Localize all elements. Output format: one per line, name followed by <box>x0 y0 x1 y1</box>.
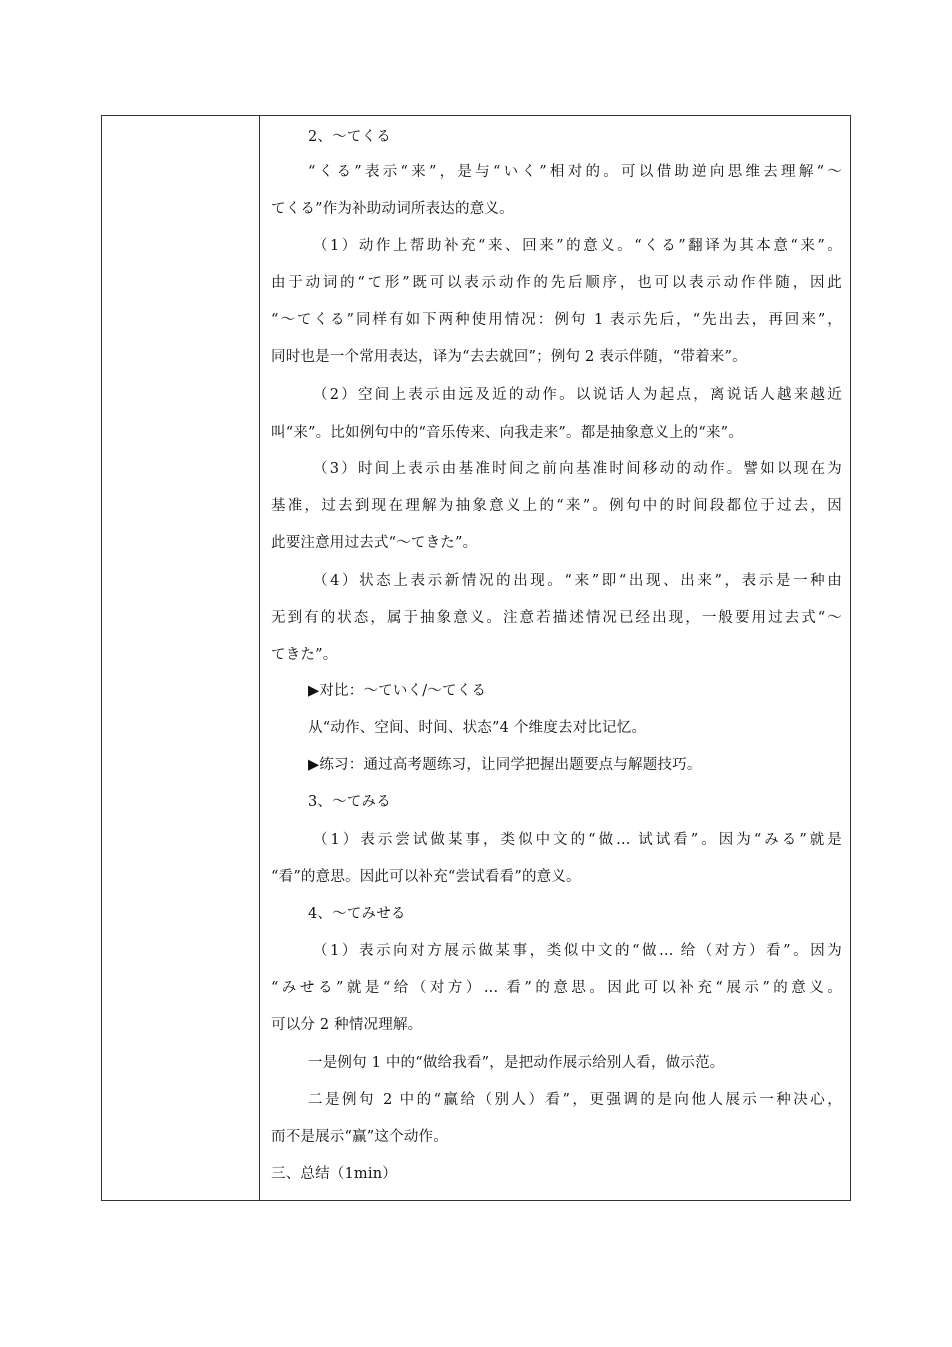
paragraph-line: 此要注意用过去式“～てきた”。 <box>271 535 478 551</box>
paragraph-line: 一是例句 1 中的“做给我看”，是把动作展示给别人看，做示范。 <box>308 1055 725 1071</box>
table-content-column <box>260 116 850 1200</box>
heading-te-kuru: 2、～てくる <box>308 129 391 145</box>
heading-te-miseru: 4、～てみせる <box>308 906 406 922</box>
paragraph-line: （1）表示向对方展示做某事，类似中文的“做... 给（对方）看”。因为 <box>313 943 842 959</box>
paragraph-line: 基准，过去到现在理解为抽象意义上的“来”。例句中的时间段都位于过去，因 <box>271 498 842 514</box>
paragraph-line: てくる”作为补助动词所表达的意义。 <box>271 201 514 217</box>
paragraph-line: （1）表示尝试做某事，类似中文的“做... 试试看”。因为“みる”就是 <box>313 832 842 848</box>
paragraph-line: “看”的意思。因此可以补充“尝试看看”的意义。 <box>271 869 581 885</box>
paragraph-line: 二是例句 2 中的“赢给（别人）看”，更强调的是向他人展示一种决心， <box>308 1092 842 1108</box>
paragraph-line: （4）状态上表示新情况的出现。“来”即“出现、出来”，表示是一种由 <box>313 573 842 589</box>
paragraph-line: “くる”表示“来”，是与“いく”相对的。可以借助逆向思维去理解“～ <box>308 164 842 180</box>
heading-te-miru: 3、～てみる <box>308 794 391 810</box>
heading-summary: 三、总结（1min） <box>271 1166 397 1182</box>
paragraph-line: “～てくる”同样有如下两种使用情况：例句 1 表示先后，“先出去，再回来”， <box>271 312 842 328</box>
practice-note: ▶练习：通过高考题练习，让同学把握出题要点与解题技巧。 <box>308 757 702 773</box>
paragraph-line: （1）动作上帮助补充“来、回来”的意义。“くる”翻译为其本意“来”。 <box>313 238 842 254</box>
paragraph-line: 由于动词的“て形”既可以表示动作的先后顺序，也可以表示动作伴随，因此 <box>271 275 842 291</box>
paragraph-line: 叫“来”。比如例句中的“音乐传来、向我走来”。都是抽象意义上的“来”。 <box>271 425 743 441</box>
paragraph-line: （3）时间上表示由基准时间之前向基准时间移动的动作。譬如以现在为 <box>313 461 842 477</box>
paragraph-line: 从“动作、空间、时间、状态”4 个维度去对比记忆。 <box>308 720 647 736</box>
table-left-column <box>102 116 260 1200</box>
paragraph-line: 同时也是一个常用表达，译为“去去就回”；例句 2 表示伴随，“带着来”。 <box>271 349 747 365</box>
paragraph-line: 可以分 2 种情况理解。 <box>271 1017 423 1033</box>
paragraph-line: 无到有的状态，属于抽象意义。注意若描述情况已经出现，一般要用过去式“～ <box>271 610 842 626</box>
lesson-plan-table <box>101 115 851 1201</box>
paragraph-line: （2）空间上表示由远及近的动作。以说话人为起点，离说话人越来越近 <box>313 387 842 403</box>
paragraph-line: てきた”。 <box>271 647 338 663</box>
comparison-note: ▶对比：～ていく/～てくる <box>308 683 487 699</box>
paragraph-line: 而不是展示“赢”这个动作。 <box>271 1129 448 1145</box>
paragraph-line: “みせる”就是“给（对方）... 看”的意思。因此可以补充“展示”的意义。 <box>271 980 842 996</box>
